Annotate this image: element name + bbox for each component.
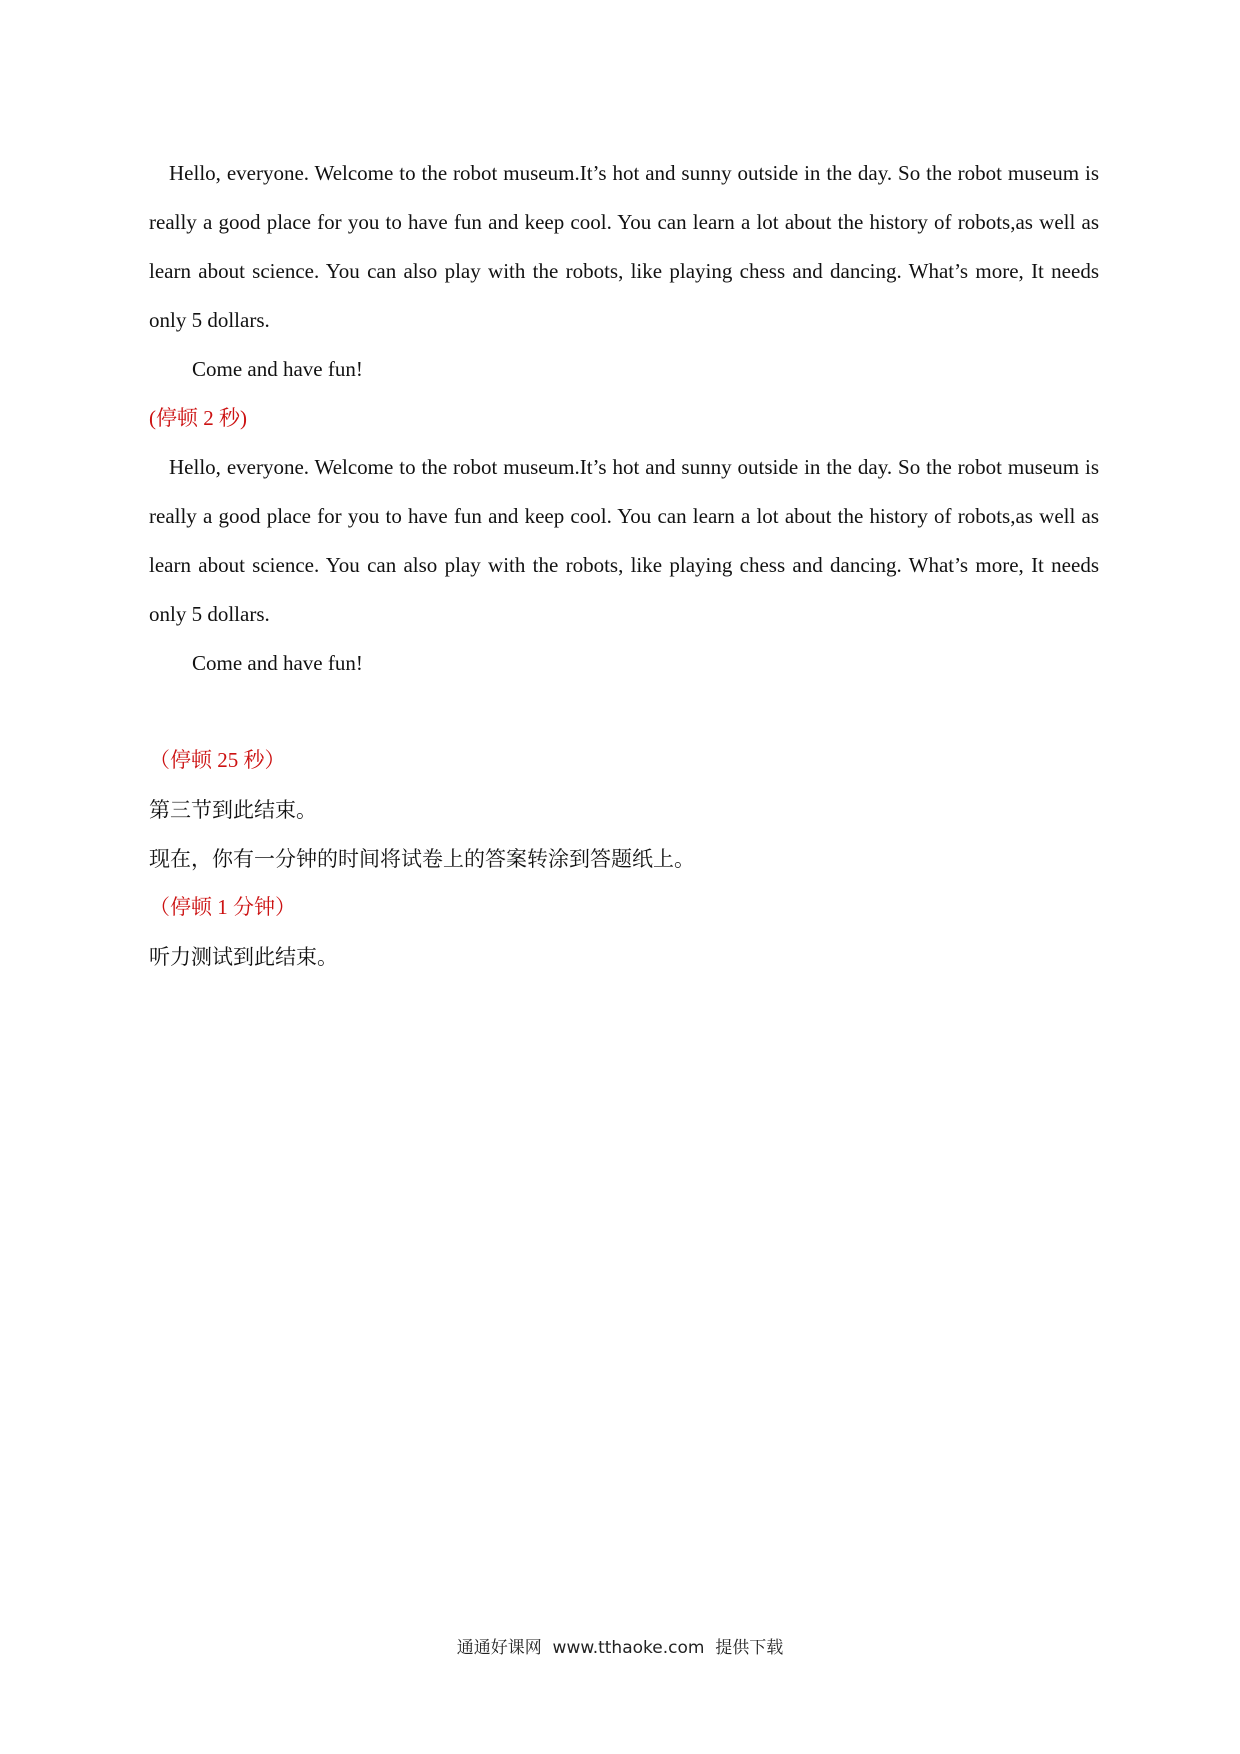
- pause-note-25-seconds: （停顿 25 秒）: [149, 748, 286, 772]
- pause-note-1-minute: （停顿 1 分钟）: [149, 895, 296, 919]
- section-end-text: 第三节到此结束。: [149, 798, 317, 822]
- test-end-text: 听力测试到此结束。: [149, 945, 338, 969]
- pause-note-2-seconds: (停顿 2 秒): [149, 406, 247, 430]
- passage-closing-second: Come and have fun!: [192, 651, 363, 675]
- passage-paragraph-first: Hello, everyone. Welcome to the robot museum.It’s hot and sunny outside in the day. So the robot museum is really a good place for you to have fun and keep cool. You can learn a lot about the history of robots,as well as learn about science. You can also play with the robots, like playing chess and dancing. What’s more, It needs only 5 dollars.: [149, 161, 1099, 332]
- page-footer: 通通好课网 www.tthaoke.com 提供下载: [456, 1638, 784, 1658]
- passage-paragraph-second: Hello, everyone. Welcome to the robot museum.It’s hot and sunny outside in the day. So the robot museum is really a good place for you to have fun and keep cool. You can learn a lot about the history of robots,as well as learn about science. You can also play with the robots, like playing chess and dancing. What’s more, It needs only 5 dollars.: [149, 455, 1099, 626]
- transfer-instruction-text: 现在，你有一分钟的时间将试卷上的答案转涂到答题纸上。: [149, 847, 695, 871]
- passage-closing-first: Come and have fun!: [192, 357, 363, 381]
